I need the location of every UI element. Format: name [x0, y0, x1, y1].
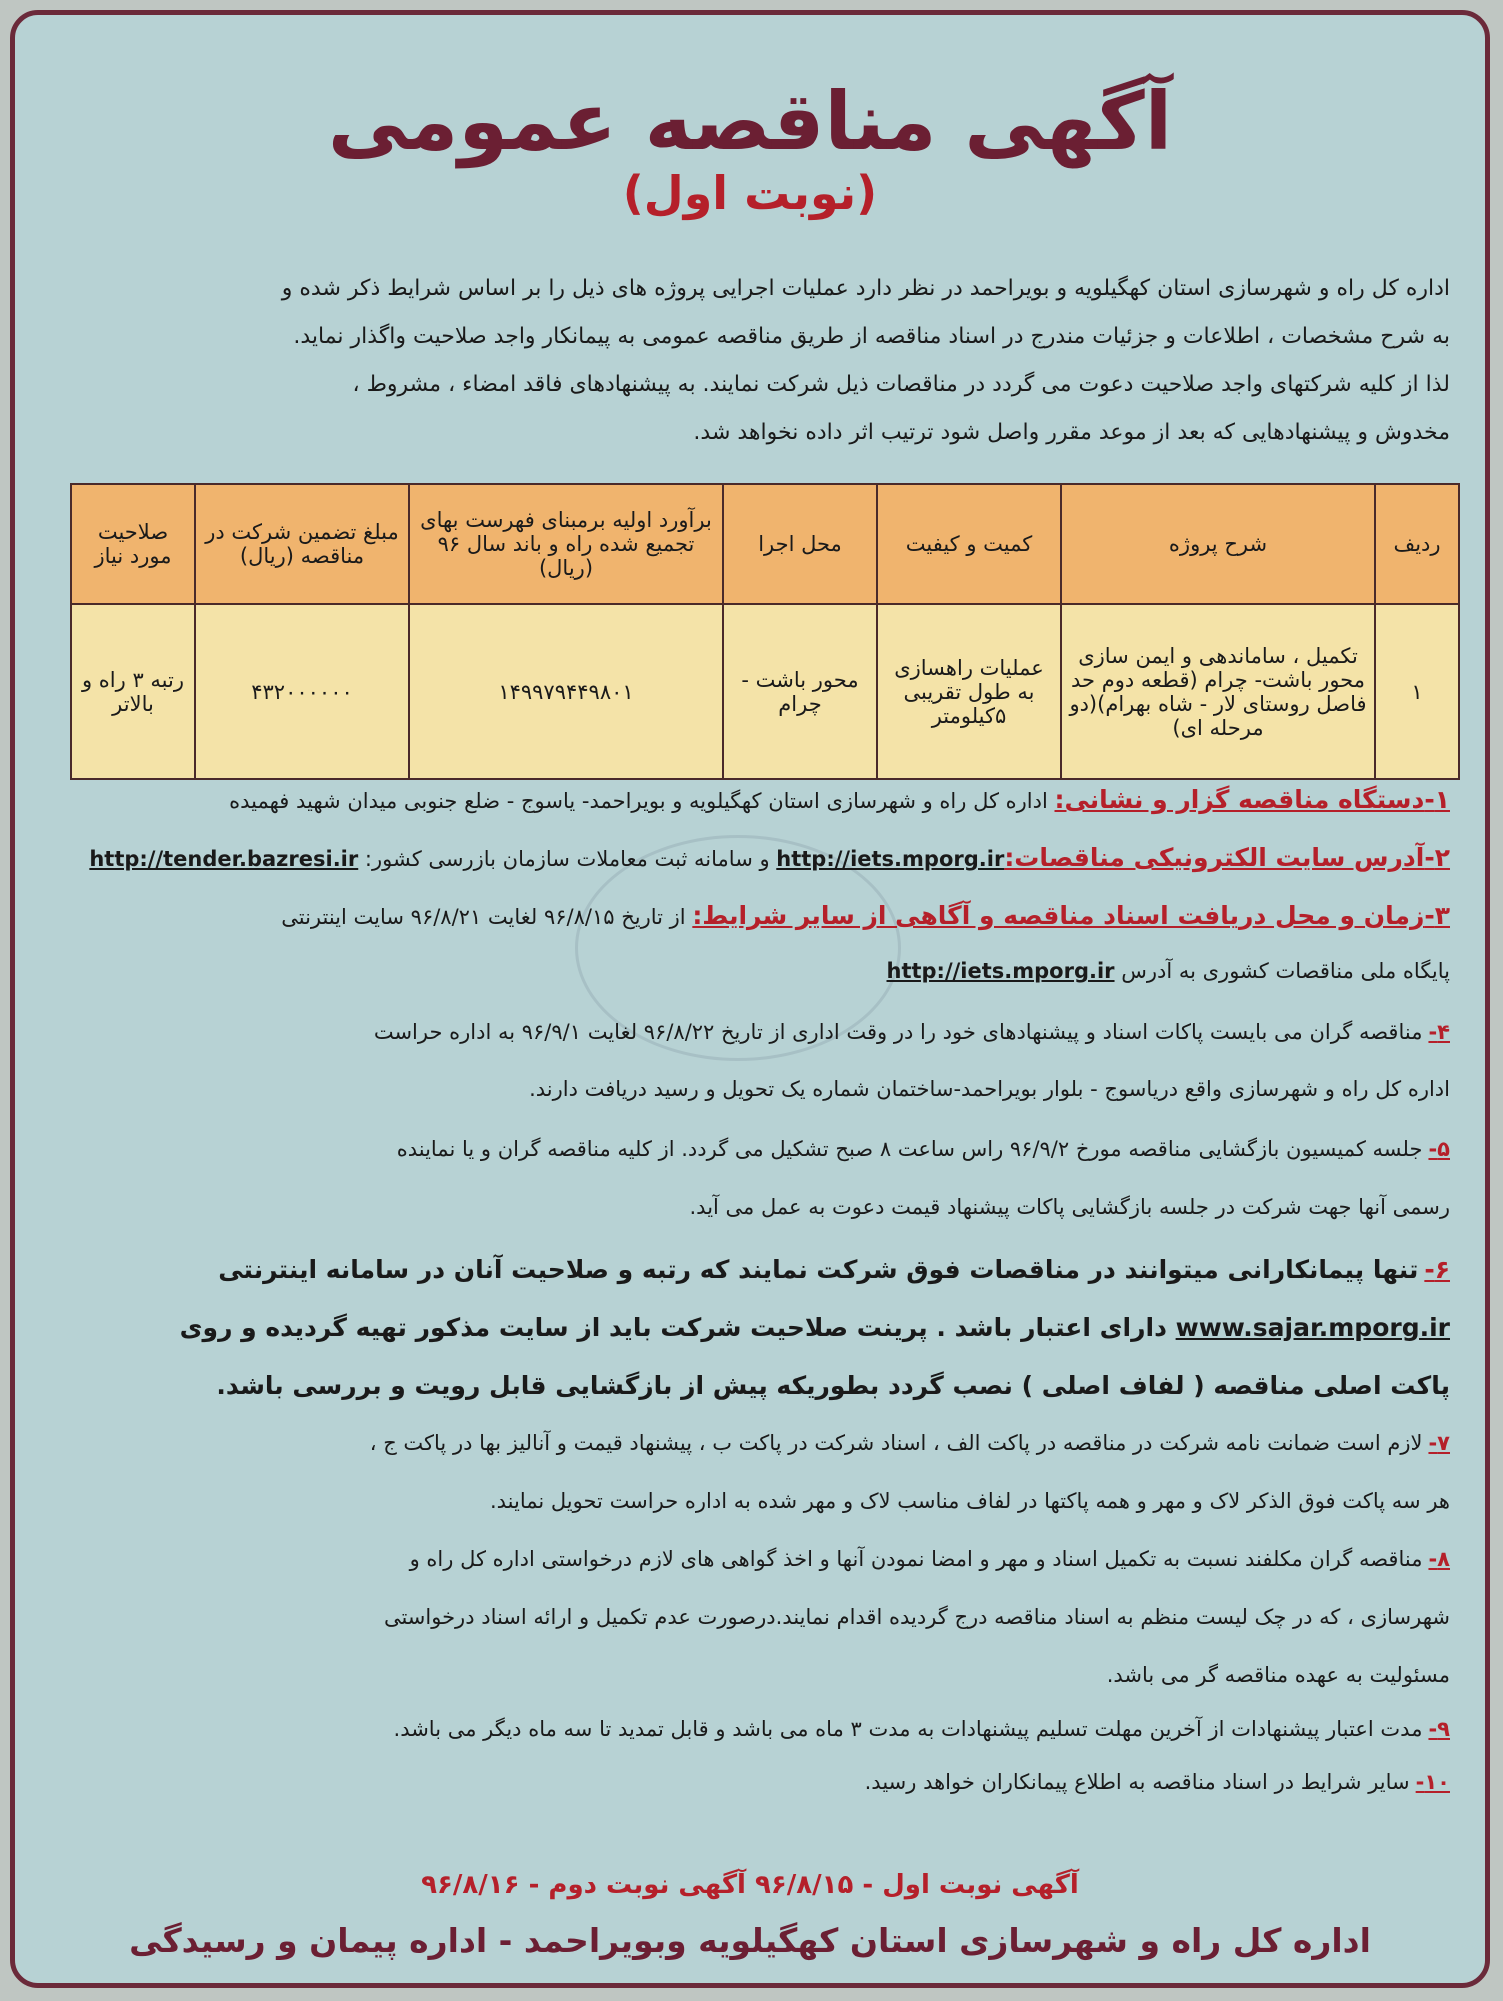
cell-qualification: رتبه ۳ راه و بالاتر [71, 604, 195, 779]
col-quantity: کمیت و کیفیت [877, 484, 1061, 604]
item-number: ۴- [1428, 1020, 1450, 1044]
col-row-no: ردیف [1375, 484, 1459, 604]
intro-line: به شرح مشخصات ، اطلاعات و جزئیات مندرج در اسناد مناقصه از طریق مناقصه عمومی به پیمانکار واجد صلاحیت واگذار نماید. [293, 324, 1450, 349]
item-text: رسمی آنها جهت شرکت در جلسه بازگشایی پاکات پیشنهاد قیمت دعوت به عمل می آید. [689, 1195, 1450, 1219]
item-text: سایر شرایط در اسناد مناقصه به اطلاع پیمانکاران خواهد رسید. [864, 1770, 1410, 1794]
col-estimate: برآورد اولیه برمبنای فهرست بهای تجمیع شده راه و باند سال ۹۶ (ریال) [409, 484, 723, 604]
cell-row-no: ۱ [1375, 604, 1459, 779]
item-text: دارای اعتبار باشد . پرینت صلاحیت شرکت باید از سایت مذکور تهیه گردیده و روی [179, 1313, 1176, 1342]
item-9 [50, 1717, 1450, 1741]
item-heading: زمان و محل دریافت اسناد مناقصه و آگاهی از سایر شرایط: [692, 901, 1425, 930]
item-2 [50, 843, 1450, 872]
project-table [70, 483, 1460, 780]
item-number: ۱- [1424, 785, 1450, 814]
cell-description: تکمیل ، ساماندهی و ایمن سازی محور باشت- چرام (قطعه دوم حد فاصل روستای لار - شاه بهرام)(دو مرحله ای) [1061, 604, 1375, 779]
cell-estimate: ۱۴۹۹۷۹۴۴۹۸۰۱ [409, 604, 723, 779]
item-text: هر سه پاکت فوق الذکر لاک و مهر و همه پاکتها در لفاف مناسب لاک و مهر شده به اداره حراست تحویل نمایند. [489, 1489, 1450, 1513]
intro-paragraph [55, 265, 1450, 457]
item-number: ۳- [1424, 901, 1450, 930]
intro-line: اداره کل راه و شهرسازی استان کهگیلویه و بویراحمد در نظر دارد عملیات اجرایی پروژه های ذیل را بر اساس شرایط ذکر شده و [281, 276, 1450, 301]
item-number: ۶- [1424, 1255, 1450, 1284]
item-6-cont [50, 1313, 1450, 1342]
item-3 [50, 901, 1450, 930]
notice-title: آگهی مناقصه عمومی [327, 75, 1173, 168]
item-6-cont2 [50, 1371, 1450, 1400]
item-number: ۸- [1428, 1547, 1450, 1571]
item-number: ۷- [1428, 1431, 1450, 1455]
item-8-cont2 [50, 1663, 1450, 1687]
item-6 [50, 1255, 1450, 1284]
item-text: مدت اعتبار پیشنهادات از آخرین مهلت تسلیم پیشنهادات به مدت ۳ ماه می باشد و قابل تمدید تا سه ماه دیگر می باشد. [393, 1717, 1423, 1741]
item-text: از تاریخ ۹۶/۸/۱۵ لغایت ۹۶/۸/۲۱ سایت اینترنتی [281, 905, 693, 929]
item-heading: آدرس سایت الکترونیکی مناقصات: [1004, 843, 1425, 872]
iets-link[interactable]: http://iets.mporg.ir [886, 959, 1115, 983]
item-number: ۱۰- [1415, 1770, 1450, 1794]
item-8 [50, 1547, 1450, 1571]
item-text: جلسه کمیسیون بازگشایی مناقصه مورخ ۹۶/۹/۲ راس ساعت ۸ صبح تشکیل می گردد. از کلیه مناقصه گران و یا نماینده [396, 1137, 1423, 1161]
item-text: پایگاه ملی مناقصات کشوری به آدرس [1114, 959, 1450, 983]
item-8-cont [50, 1605, 1450, 1629]
iets-link[interactable]: http://iets.mporg.ir [776, 847, 1005, 871]
item-text: مسئولیت به عهده مناقصه گر می باشد. [1106, 1663, 1450, 1687]
tender-notice [10, 10, 1490, 1988]
cell-location: محور باشت - چرام [723, 604, 877, 779]
item-4 [50, 1020, 1450, 1044]
cell-guarantee: ۴۳۲۰۰۰۰۰۰ [195, 604, 409, 779]
col-qualification: صلاحیت مورد نیاز [71, 484, 195, 604]
item-text: تنها پیمانکارانی میتوانند در مناقصات فوق شرکت نمایند که رتبه و صلاحیت آنان در سامانه اینترنتی [218, 1255, 1419, 1284]
item-5 [50, 1137, 1450, 1161]
item-7-cont [50, 1489, 1450, 1513]
item-text: مناقصه گران می بایست پاکات اسناد و پیشنهادهای خود را در وقت اداری از تاریخ ۹۶/۸/۲۲ لغایت ۹۶/۹/۱ به اداره حراست [373, 1020, 1423, 1044]
col-description: شرح پروژه [1061, 484, 1375, 604]
item-7 [50, 1431, 1450, 1455]
table-header-row [71, 484, 1459, 604]
col-location: محل اجرا [723, 484, 877, 604]
intro-line: مخدوش و پیشنهادهایی که بعد از موعد مقرر واصل شود ترتیب اثر داده نخواهد شد. [693, 420, 1450, 445]
item-5-cont [50, 1195, 1450, 1219]
item-4-cont [50, 1077, 1450, 1101]
item-text: اداره کل راه و شهرسازی واقع دریاسوج - بلوار بویراحمد-ساختمان شماره یک تحویل و رسید دریافت دارند. [529, 1077, 1450, 1101]
cell-quantity: عملیات راهسازی به طول تقریبی ۵کیلومتر [877, 604, 1061, 779]
notice-subtitle: (نوبت اول) [622, 166, 878, 220]
publication-dates: آگهی نوبت اول - ۹۶/۸/۱۵ آگهی نوبت دوم - ۹۶/۸/۱۶ [421, 1870, 1079, 1900]
issuer-name: اداره کل راه و شهرسازی استان کهگیلویه وبویراحمد - اداره پیمان و رسیدگی [129, 1921, 1371, 1960]
item-text: مناقصه گران مکلفند نسبت به تکمیل اسناد و مهر و امضا نمودن آنها و اخذ گواهی های لازم درخواستی اداره کل راه و [409, 1547, 1423, 1571]
item-text: پاکت اصلی مناقصه ( لفاف اصلی ) نصب گردد بطوریکه پیش از بازگشایی قابل رویت و بررسی باشد. [216, 1371, 1450, 1400]
tender-bazresi-link[interactable]: http://tender.bazresi.ir [89, 847, 359, 871]
item-3-cont [50, 959, 1450, 983]
item-heading: دستگاه مناقصه گزار و نشانی: [1054, 785, 1425, 814]
item-number: ۵- [1428, 1137, 1450, 1161]
col-guarantee: مبلغ تضمین شرکت در مناقصه (ریال) [195, 484, 409, 604]
sajar-link[interactable]: www.sajar.mporg.ir [1175, 1313, 1450, 1342]
table-row [71, 604, 1459, 779]
item-1 [50, 785, 1450, 814]
item-text: اداره کل راه و شهرسازی استان کهگیلویه و بویراحمد- یاسوج - ضلع جنوبی میدان شهید فهمیده [229, 789, 1055, 813]
intro-line: لذا از کلیه شرکتهای واجد صلاحیت دعوت می گردد در مناقصات ذیل شرکت نمایند. به پیشنهادهای فاقد امضاء ، مشروط ، [352, 372, 1450, 397]
item-text: و سامانه ثبت معاملات سازمان بازرسی کشور: [358, 847, 777, 871]
item-number: ۹- [1428, 1717, 1450, 1741]
item-number: ۲- [1424, 843, 1450, 872]
item-text: شهرسازی ، که در چک لیست منظم به اسناد مناقصه درج گردیده اقدام نمایند.درصورت عدم تکمیل و ارائه اسناد درخواستی [383, 1605, 1450, 1629]
item-text: لازم است ضمانت نامه شرکت در مناقصه در پاکت الف ، اسناد شرکت در پاکت ب ، پیشنهاد قیمت و آنالیز بها در پاکت ج ، [369, 1431, 1423, 1455]
item-10 [50, 1770, 1450, 1794]
